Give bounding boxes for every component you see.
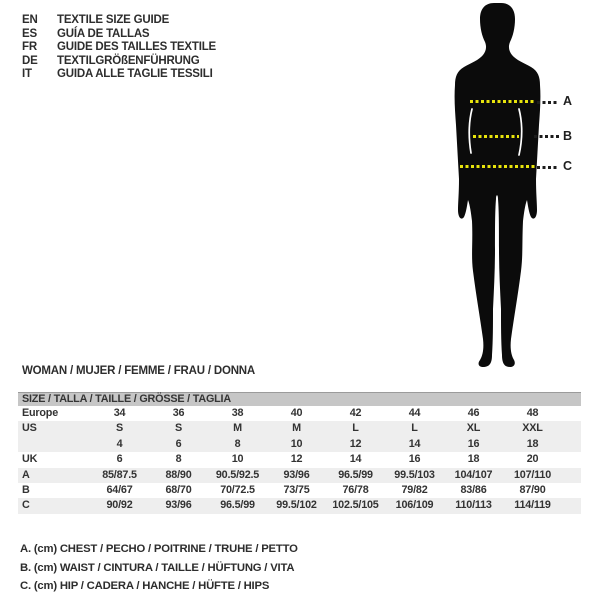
row-label: A	[22, 468, 30, 481]
size-cell: 85/87.5	[102, 468, 137, 481]
language-code: FR	[22, 41, 37, 54]
row-label: US	[22, 422, 37, 435]
size-cell: 12	[290, 453, 303, 466]
table-row-chest	[18, 468, 581, 483]
size-cell: 16	[408, 453, 421, 466]
size-cell: 6	[175, 437, 182, 450]
size-cell: 8	[175, 453, 182, 466]
size-cell: 93/96	[165, 499, 192, 512]
language-code: EN	[22, 14, 38, 26]
hip-measure-line	[460, 165, 535, 168]
size-cell: 8	[234, 437, 241, 450]
row-label: B	[22, 483, 30, 496]
size-cell: S	[174, 422, 182, 435]
size-cell: 90.5/92.5	[215, 468, 260, 481]
size-cell: 20	[526, 453, 539, 466]
size-cell: XXL	[522, 422, 543, 435]
size-cell: 93/96	[283, 468, 310, 481]
table-row-europe	[18, 406, 581, 421]
size-cell: 104/107	[454, 468, 493, 481]
size-cell: L	[411, 422, 418, 435]
size-cell: L	[352, 422, 359, 435]
language-title: GUÍA DE TALLAS	[57, 27, 150, 40]
size-cell: 12	[349, 437, 362, 450]
size-cell: 110/113	[455, 499, 492, 512]
size-cell: 90/92	[106, 499, 133, 512]
language-title: TEXTILE SIZE GUIDE	[57, 14, 170, 26]
size-cell: 34	[113, 407, 126, 419]
size-cell: 48	[526, 407, 539, 419]
size-cell: S	[115, 422, 123, 435]
row-label: C	[22, 499, 30, 512]
waist-pointer-line	[534, 135, 559, 138]
table-row-us-letters	[18, 421, 581, 436]
size-cell: 10	[231, 453, 244, 466]
size-cell: 102.5/105	[332, 499, 379, 512]
waist-line-label: B	[563, 128, 573, 143]
woman-silhouette-figure	[447, 3, 547, 373]
size-cell: 44	[408, 407, 421, 419]
language-guide-list	[22, 14, 216, 82]
size-cell: 88/90	[165, 468, 192, 481]
language-row-it	[22, 68, 216, 82]
size-cell: M	[292, 422, 301, 435]
size-cell: 107/110	[513, 468, 552, 481]
table-row-hip	[18, 498, 581, 513]
size-cell: 46	[467, 407, 480, 419]
size-cell: 76/78	[342, 483, 369, 496]
size-cell: 64/67	[106, 483, 133, 496]
language-row-fr	[22, 41, 216, 55]
size-cell: 16	[467, 437, 480, 450]
row-label	[18, 437, 90, 452]
table-row-waist	[18, 483, 581, 498]
size-cell: 36	[172, 407, 185, 419]
hip-line-label: C	[563, 158, 573, 173]
size-cell: 4	[116, 437, 123, 450]
legend-chest: A. (cm) CHEST / PECHO / POITRINE / TRUHE / PETTO	[20, 543, 298, 555]
size-cell: 96.5/99	[220, 499, 255, 512]
size-cell: 14	[408, 437, 421, 450]
language-row-en	[22, 14, 216, 28]
size-cell: 73/75	[283, 483, 310, 496]
size-cell: 87/90	[519, 483, 546, 496]
chest-measure-line	[470, 100, 534, 103]
table-row-uk	[18, 452, 581, 467]
size-cell: 114/119	[514, 499, 551, 512]
table-row-us-numbers	[18, 437, 581, 452]
language-row-es	[22, 28, 216, 42]
size-cell: 18	[526, 437, 539, 450]
language-title: GUIDA ALLE TAGLIE TESSILI	[57, 68, 213, 81]
size-cell: 79/82	[401, 483, 428, 496]
size-cell: 42	[349, 407, 362, 419]
size-cell: 106/109	[395, 499, 434, 512]
size-cell: 38	[231, 407, 244, 419]
size-cell: 99.5/102	[276, 499, 317, 512]
chest-pointer-line	[537, 101, 559, 104]
size-cell: 96.5/99	[338, 468, 373, 481]
size-cell: 6	[116, 453, 123, 466]
row-label: UK	[22, 453, 38, 466]
size-table	[18, 392, 581, 514]
size-cell: 10	[290, 437, 303, 450]
size-table-header: SIZE / TALLA / TAILLE / GRÖSSE / TAGLIA	[18, 392, 581, 406]
size-cell: 70/72.5	[220, 483, 255, 496]
size-cell: 18	[467, 453, 480, 466]
size-cell: XL	[466, 422, 481, 435]
section-title-woman: WOMAN / MUJER / FEMME / FRAU / DONNA	[22, 365, 256, 377]
legend-waist: B. (cm) WAIST / CINTURA / TAILLE / HÜFTUNG / VITA	[20, 561, 295, 574]
woman-silhouette-icon	[447, 3, 547, 373]
language-code: DE	[22, 54, 38, 67]
waist-measure-line	[473, 135, 519, 138]
size-cell: 99.5/103	[394, 468, 435, 481]
language-code: IT	[22, 68, 32, 81]
language-title: GUIDE DES TAILLES TEXTILE	[57, 41, 216, 54]
language-code: ES	[22, 27, 37, 40]
size-cell: 40	[290, 407, 303, 419]
language-title: TEXTILGRÖßENFÜHRUNG	[57, 54, 200, 67]
hip-pointer-line	[537, 166, 559, 169]
row-label: Europe	[22, 407, 58, 419]
chest-line-label: A	[563, 94, 573, 108]
language-row-de	[22, 55, 216, 69]
size-cell: 83/86	[460, 483, 487, 496]
size-cell: M	[233, 422, 242, 435]
size-cell: 14	[349, 453, 362, 466]
legend-hip: C. (cm) HIP / CADERA / HANCHE / HÜFTE / HIPS	[20, 580, 270, 593]
measurement-legend	[20, 540, 298, 596]
size-cell: 68/70	[165, 483, 192, 496]
